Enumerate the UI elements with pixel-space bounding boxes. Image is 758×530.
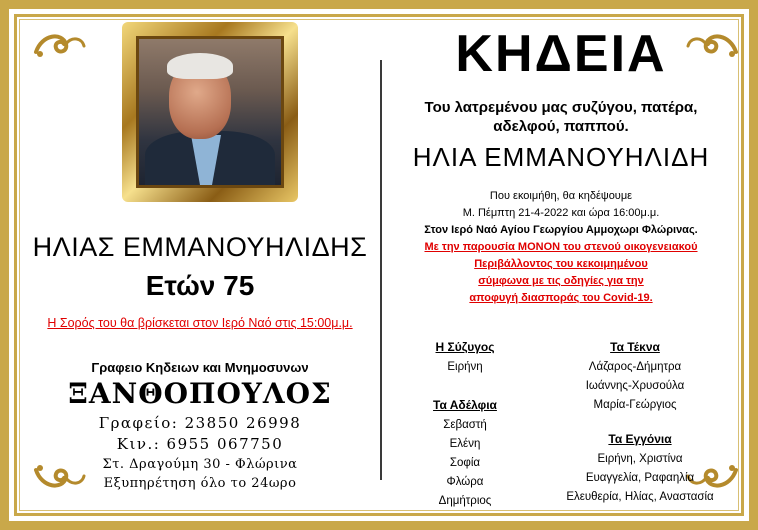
office-phone: Γραφείο: 23850 26998 xyxy=(98,414,302,432)
funeral-location: Στον Ιερό Ναό Αγίου Γεωργίου Αμμοχωρι Φλώρινας. xyxy=(424,224,698,236)
list-item: Ελένη xyxy=(449,438,481,450)
viewing-notice: Η Σορός του θα βρίσκεται στον Ιερό Ναό στις 15:00μ.μ. xyxy=(47,316,353,330)
beloved-line-1: Του λατρεμένου μας συζύγου, πατέρα, xyxy=(424,99,698,116)
list-item: Φλώρα xyxy=(446,476,484,488)
covid-notice-line-1: Με την παρουσία ΜΟΝΟΝ του στενού οικογενειακού xyxy=(424,241,698,253)
spouse-heading: Η Σύζυγος xyxy=(435,340,495,354)
siblings-block xyxy=(410,398,520,511)
center-divider xyxy=(380,60,382,480)
office-mobile: Κιν.: 6955 067750 xyxy=(116,435,284,453)
covid-notice-line-4: αποφυγή διασποράς του Covid-19. xyxy=(469,292,653,304)
grandchildren-block xyxy=(545,432,735,507)
list-item: Ειρήνη, Χριστίνα xyxy=(597,453,683,465)
beloved-line-2: αδελφού, παππού. xyxy=(493,118,629,135)
list-item: Ιωάννης-Χρυσούλα xyxy=(585,380,685,392)
portrait-hair xyxy=(167,53,233,79)
siblings-heading: Τα Αδέλφια xyxy=(433,398,497,412)
portrait-photo xyxy=(136,36,284,188)
list-item: Ευαγγελία, Ραφαηλία xyxy=(585,472,695,484)
beloved-text xyxy=(384,98,738,136)
office-address: Στ. Δραγούμη 30 - Φλώρινα xyxy=(102,457,298,472)
list-item: Λάζαρος-Δήμητρα xyxy=(588,361,682,373)
covid-notice-line-3: σύμφωνα με τις οδηγίες για την xyxy=(478,275,644,287)
funeral-office-title: Γραφειο Κηδειων και Μνημοσυνων xyxy=(91,360,309,375)
covid-notice-line-2: Περιβάλλοντος του κεκοιμημένου xyxy=(474,258,648,270)
scroll-ornament-icon xyxy=(32,30,88,60)
grandchildren-heading: Τα Εγγόνια xyxy=(608,432,672,446)
funeral-date-time: Μ. Πέμπτη 21-4-2022 και ώρα 16:00μ.μ. xyxy=(462,207,660,219)
children-block xyxy=(560,340,710,415)
list-item: Δημήτριος xyxy=(438,495,492,507)
funeral-heading: ΚΗΔΕΙΑ xyxy=(455,25,667,83)
deceased-name-genitive: ΗΛΙΑ ΕΜΜΑΝΟΥΗΛΙΔΗ xyxy=(412,142,710,172)
list-item: Ελευθερία, Ηλίας, Αναστασία xyxy=(566,491,714,503)
deceased-name: ΗΛΙΑΣ ΕΜΜΑΝΟΥΗΛΙΔΗΣ xyxy=(32,232,368,262)
list-item: Μαρία-Γεώργιος xyxy=(593,399,677,411)
office-service-hours: Εξυπηρέτηση όλο το 24ωρο xyxy=(103,476,297,491)
list-item: Σοφία xyxy=(449,457,481,469)
deceased-age: Ετών 75 xyxy=(145,270,255,301)
list-item: Σεβαστή xyxy=(443,419,487,431)
funeral-office-name: ΞΑΝΘΟΠΟΥΛΟΣ xyxy=(68,377,332,410)
framed-portrait xyxy=(122,22,298,202)
spouse-block xyxy=(410,340,520,377)
funeral-intro: Που εκοιμήθη, θα κηδέψουμε xyxy=(489,190,633,202)
list-item: Ειρήνη xyxy=(447,361,483,373)
children-heading: Τα Τέκνα xyxy=(610,340,660,354)
